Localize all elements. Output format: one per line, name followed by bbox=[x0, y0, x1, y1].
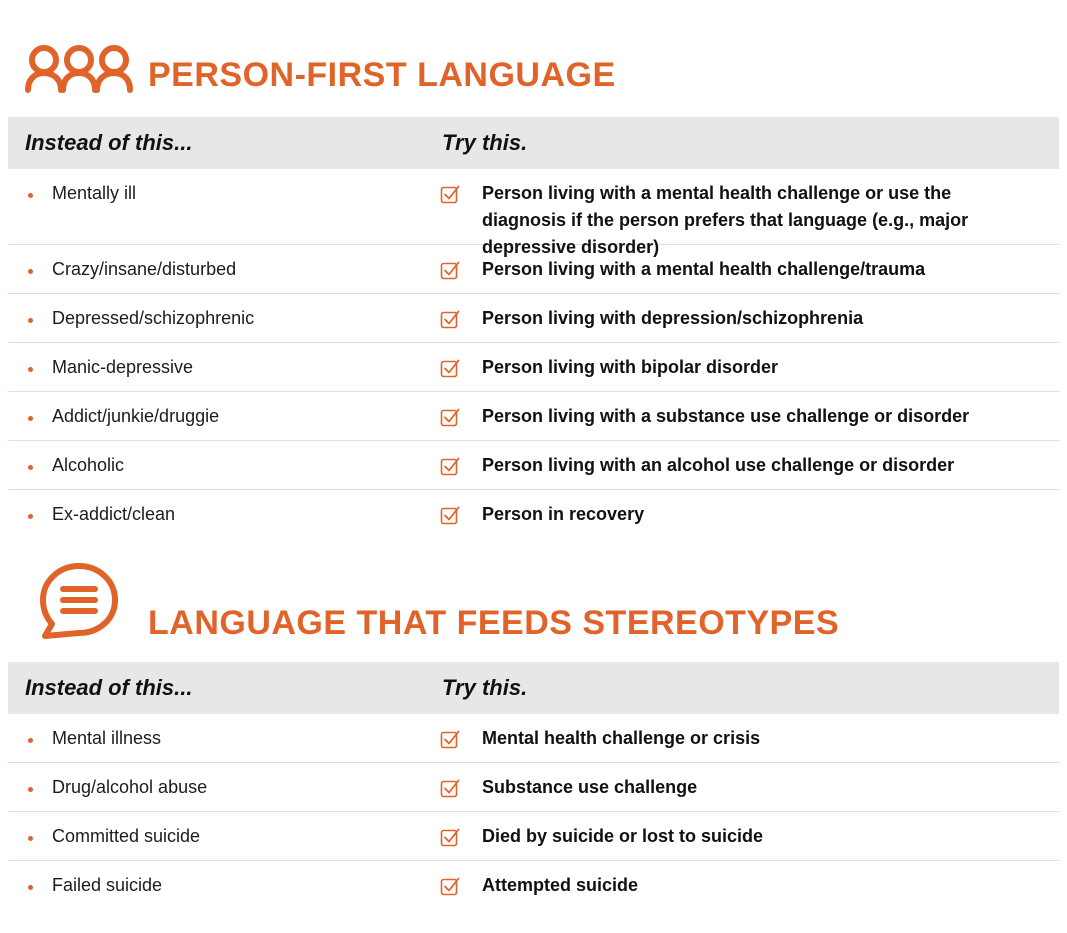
instead-text: Manic-depressive bbox=[52, 357, 194, 377]
speech-bubble-icon bbox=[38, 562, 120, 640]
section-title: LANGUAGE THAT FEEDS STEREOTYPES bbox=[148, 604, 840, 642]
instead-text: Failed suicide bbox=[52, 875, 163, 895]
try-text: Person living with a substance use challenge or disorder bbox=[482, 406, 970, 426]
table-row bbox=[8, 245, 1059, 294]
table-row bbox=[8, 812, 1059, 861]
try-text: Person in recovery bbox=[482, 504, 645, 524]
try-text: Substance use challenge bbox=[482, 777, 698, 797]
bullet-dot-icon bbox=[28, 738, 33, 743]
checkbox-check-icon bbox=[440, 184, 460, 204]
table-row bbox=[8, 169, 1059, 257]
bullet-dot-icon bbox=[28, 836, 33, 841]
table-row bbox=[8, 343, 1059, 392]
table-row bbox=[8, 490, 1059, 538]
instead-text: Depressed/schizophrenic bbox=[52, 308, 255, 328]
stereotypes-table bbox=[8, 662, 1059, 909]
bullet-dot-icon bbox=[28, 787, 33, 792]
bullet-dot-icon bbox=[28, 269, 33, 274]
table-body bbox=[8, 714, 1059, 909]
col-header-try: Try this. bbox=[442, 130, 528, 155]
instead-text: Committed suicide bbox=[52, 826, 201, 846]
col-header-instead: Instead of this... bbox=[25, 130, 193, 155]
instead-text: Crazy/insane/disturbed bbox=[52, 259, 237, 279]
try-text: Person living with bipolar disorder bbox=[482, 357, 779, 377]
try-text: Person living with a mental health challenge/trauma bbox=[482, 259, 926, 279]
col-header-try: Try this. bbox=[442, 675, 528, 700]
section-header-person-first bbox=[24, 42, 616, 94]
bullet-dot-icon bbox=[28, 416, 33, 421]
table-header bbox=[8, 117, 1059, 169]
checkbox-check-icon bbox=[440, 876, 460, 896]
instead-text: Mentally ill bbox=[52, 183, 137, 203]
col-header-instead: Instead of this... bbox=[25, 675, 193, 700]
table-row bbox=[8, 441, 1059, 490]
bullet-dot-icon bbox=[28, 514, 33, 519]
table-row bbox=[8, 294, 1059, 343]
try-text: Mental health challenge or crisis bbox=[482, 728, 761, 748]
checkbox-check-icon bbox=[440, 505, 460, 525]
instead-text: Ex-addict/clean bbox=[52, 504, 176, 524]
people-group-icon bbox=[24, 42, 134, 94]
try-text: Attempted suicide bbox=[482, 875, 639, 895]
table-row bbox=[8, 763, 1059, 812]
checkbox-check-icon bbox=[440, 778, 460, 798]
try-text: Person living with depression/schizophrenia bbox=[482, 308, 864, 328]
checkbox-check-icon bbox=[440, 309, 460, 329]
bullet-dot-icon bbox=[28, 193, 33, 198]
checkbox-check-icon bbox=[440, 729, 460, 749]
bullet-dot-icon bbox=[28, 367, 33, 372]
try-text: Person living with an alcohol use challenge or disorder bbox=[482, 455, 955, 475]
table-body bbox=[8, 169, 1059, 538]
section-title: PERSON-FIRST LANGUAGE bbox=[148, 56, 616, 94]
try-text: Person living with a mental health challenge or use the diagnosis if the person prefers that language (e.g., major depressive disorder) bbox=[482, 183, 969, 257]
table-row bbox=[8, 392, 1059, 441]
instead-text: Drug/alcohol abuse bbox=[52, 777, 208, 797]
instead-text: Mental illness bbox=[52, 728, 162, 748]
instead-text: Alcoholic bbox=[52, 455, 125, 475]
bullet-dot-icon bbox=[28, 465, 33, 470]
checkbox-check-icon bbox=[440, 358, 460, 378]
person-first-table bbox=[8, 117, 1059, 538]
bullet-dot-icon bbox=[28, 885, 33, 890]
try-text: Died by suicide or lost to suicide bbox=[482, 826, 764, 846]
table-row bbox=[8, 861, 1059, 909]
bullet-dot-icon bbox=[28, 318, 33, 323]
checkbox-check-icon bbox=[440, 456, 460, 476]
table-header bbox=[8, 662, 1059, 714]
checkbox-check-icon bbox=[440, 827, 460, 847]
table-row bbox=[8, 714, 1059, 763]
section-header-stereotypes bbox=[38, 560, 839, 640]
checkbox-check-icon bbox=[440, 407, 460, 427]
instead-text: Addict/junkie/druggie bbox=[52, 406, 220, 426]
checkbox-check-icon bbox=[440, 260, 460, 280]
